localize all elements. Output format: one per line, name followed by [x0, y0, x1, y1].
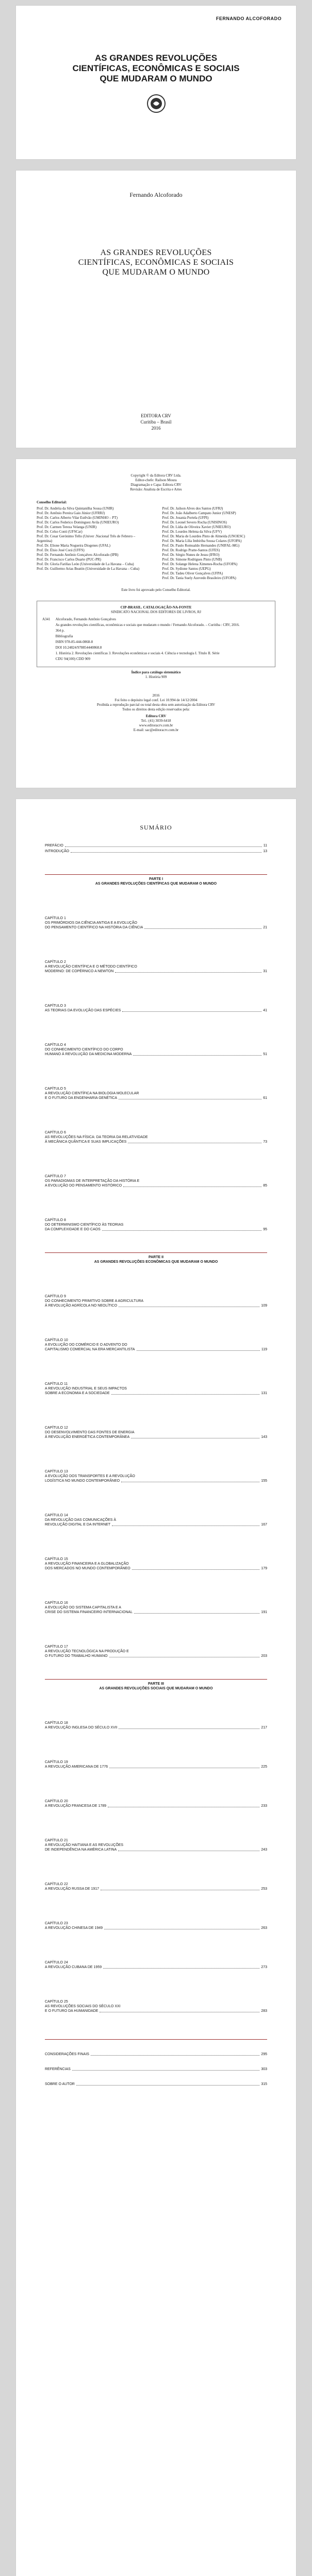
toc-chapter-title: A REVOLUÇÃO HAITIANA E AS REVOLUÇÕES — [45, 1843, 124, 1847]
toc-chapter-number: CAPÍTULO 22 — [45, 1883, 68, 1886]
toc-chapter-number: CAPÍTULO 6 — [45, 1131, 66, 1134]
toc-chapter-number: CAPÍTULO 18 — [45, 1721, 68, 1725]
editora-email[interactable]: E-mail: sac@editoracrv.com.br — [133, 728, 179, 732]
board-member: Prof. Dr. João Adalberto Campato Junior (UNESP) — [162, 511, 236, 515]
toc-entry-title: A REVOLUÇÃO CUBANA DE 1959 — [45, 1965, 102, 1969]
copyright-line: Copyright © da Editora CRV Ltda. — [130, 473, 182, 478]
toc-entry[interactable] — [45, 1725, 267, 1730]
board-member: Prof. Dr. Tadeu Oliver Gonçalves (UFPA) — [162, 571, 223, 575]
toc-entry[interactable] — [45, 1926, 267, 1930]
toc-page-number: 155 — [261, 1479, 267, 1483]
board-member: Prof. Dr. Sérgio Nunes de Jesus (IFRO) — [162, 553, 220, 557]
author-name: Fernando Alcoforado — [129, 191, 183, 198]
toc-entry[interactable] — [45, 849, 267, 854]
board-member: Prof. Dr. Carlos Alberto Vilar Estêvão (UMINHO – PT) — [37, 516, 118, 520]
toc-page-number: 233 — [261, 1804, 267, 1808]
board-member: Prof. Dr. Lourdes Helena da Silva (UFV) — [162, 530, 222, 534]
editorial-board-left — [37, 506, 150, 581]
toc-entry[interactable] — [45, 1008, 267, 1013]
book-title-line: AS GRANDES REVOLUÇÕES — [94, 53, 218, 63]
table-of-contents-page — [15, 799, 297, 2576]
toc-part-label: PARTE III — [148, 1682, 164, 1686]
toc-chapter-title: DA REVOLUÇÃO DAS COMUNICAÇÕES À — [45, 1518, 117, 1522]
toc-chapter-number: CAPÍTULO 9 — [45, 1295, 66, 1298]
toc-leader — [102, 1230, 261, 1231]
board-member: Prof. Dr. Cesar Gerónimo Tello (Univer .Nacional Três de Febrero – Argentina) — [37, 534, 136, 543]
toc-chapter[interactable] — [45, 1469, 267, 1483]
toc-page-number: 73 — [263, 1140, 267, 1144]
toc-page-number: 95 — [263, 1228, 267, 1231]
toc-chapter-number: CAPÍTULO 12 — [45, 1426, 68, 1430]
toc-page-number: 283 — [261, 2009, 267, 2013]
board-member: Prof. Dr. Andréia da Silva Quintanilha Sousa (UNIR) — [37, 506, 114, 511]
board-member: Prof. Dr. Gloria Fariñas León (Universidade de La Havana – Cuba) — [37, 562, 134, 566]
board-member: Prof. Dr. Carlos Federico Dominguez Avila (UNIEURO) — [37, 520, 119, 524]
toc-page-number: 225 — [261, 1765, 267, 1769]
toc-chapter-title: OS PARADIGMAS DE INTERPRETAÇÃO DA HISTÓRIA E — [45, 1179, 140, 1183]
toc-leader — [76, 2085, 259, 2086]
toc-entry-title: AS TEORIAS DA EVOLUÇÃO DAS ESPÉCIES — [45, 1009, 121, 1012]
toc-entry-title: LOGÍSTICA NO MUNDO CONTEMPORÂNEO — [45, 1479, 120, 1483]
toc-chapter[interactable] — [45, 1760, 267, 1769]
board-member: Prof. Dr. Celso Conti (UFSCar) — [37, 530, 83, 534]
toc-chapter[interactable] — [45, 1645, 267, 1658]
toc-page-number: 295 — [261, 2053, 267, 2056]
cip-line: As grandes revoluções científicas, econômicas e sociais que mudaram o mundo / Fernando Alcoforado. – Curitiba : CRV, 2016. — [55, 623, 240, 627]
toc-chapter-number: CAPÍTULO 17 — [45, 1645, 68, 1649]
toc-chapter-title: DO DETERMINISMO CIENTÍFICO ÀS TEORIAS — [45, 1223, 124, 1227]
toc-chapter-title: DO CONHECIMENTO CIENTÍFICO DO CORPO — [45, 1048, 123, 1052]
board-member: Prof. Dr. Élsio José Corá (UFFS) — [37, 548, 85, 552]
publisher-logo-icon — [146, 93, 167, 114]
board-member: Prof. Dr. Simone Rodrigues Pinto (UNB) — [162, 557, 222, 562]
toc-leader — [65, 846, 262, 847]
toc-page-number: 217 — [261, 1726, 267, 1730]
toc-leader — [134, 1613, 259, 1614]
board-member: Prof. Dr. Paulo Romualdo Hernandes (UNIFAL-MG) — [162, 544, 240, 548]
book-title — [16, 53, 296, 84]
toc-leader — [119, 1728, 259, 1729]
cip-title: CIP-BRASIL. CATALOGAÇÃO-NA-FONTE — [120, 605, 192, 609]
toc-page-number: 13 — [263, 850, 267, 853]
toc-entry[interactable] — [45, 1654, 267, 1658]
board-member: Prof. Dr. Jailson Alves dos Santos (UFRJ) — [162, 506, 223, 511]
toc-chapter-title: AS REVOLUÇÕES NA FÍSICA: DA TEORIA DA RELATIVIDADE — [45, 1136, 148, 1139]
toc-page-number: 119 — [261, 1348, 267, 1351]
rights-reserved: Todos os direitos desta edição reservados pela: — [122, 707, 190, 711]
publication-year: 2016 — [151, 426, 161, 431]
board-member: Prof. Dr. Fernando Antônio Gonçalves Alcoforado (IPB) — [37, 553, 119, 557]
toc-chapter-title: A EVOLUÇÃO DO COMÉRCIO E O ADVENTO DO — [45, 1343, 127, 1347]
toc-list — [45, 842, 267, 2088]
toc-part-heading — [45, 874, 267, 886]
toc-entry[interactable] — [45, 1765, 267, 1769]
toc-chapter[interactable] — [45, 960, 267, 974]
toc-entry[interactable] — [45, 1096, 267, 1100]
toc-chapter[interactable] — [45, 1960, 267, 1970]
cip-line: DOI 10.24824/978854440868.8 — [55, 646, 102, 650]
cip-entry — [56, 617, 270, 663]
cip-subtitle: SINDICATO NACIONAL DOS EDITORES DE LIVROS, RJ — [110, 610, 202, 614]
index-title: Índice para catálogo sistemático — [131, 670, 181, 674]
toc-entry-title: A REVOLUÇÃO INGLESA DO SÉCULO XVII — [45, 1726, 118, 1730]
cip-line: 364 p. — [55, 629, 65, 633]
book-title-line: QUE MUDARAM O MUNDO — [102, 268, 210, 277]
toc-chapter-number: CAPÍTULO 23 — [45, 1922, 68, 1925]
board-member: Prof. Dr. Sydione Santos (UEPG) — [162, 567, 211, 571]
toc-page-number: 167 — [261, 1523, 267, 1527]
approval-note: Este livro foi aprovado pelo Conselho Editorial. — [121, 588, 191, 592]
toc-entry-title: INTRODUÇÃO — [45, 850, 70, 853]
toc-chapter[interactable] — [45, 1921, 267, 1930]
toc-entry[interactable] — [45, 1391, 267, 1396]
toc-part-heading — [45, 1679, 267, 1691]
cip-code: A341 — [42, 617, 51, 621]
board-member: Prof. Dr. Elione Maria Nogueira Diogenes (UFAL) — [37, 544, 110, 548]
editora-name: Editora CRV — [145, 714, 167, 718]
toc-entry[interactable] — [45, 2067, 267, 2072]
rights-year: 2016 — [152, 693, 160, 698]
toc-leader — [122, 1011, 261, 1012]
publisher-name: EDITORA CRV — [141, 413, 171, 418]
toc-entry-title: A EVOLUÇÃO DO PENSAMENTO HISTÓRICO — [45, 1184, 122, 1188]
book-title-line: AS GRANDES REVOLUÇÕES — [100, 248, 212, 257]
toc-leader — [132, 1569, 260, 1570]
toc-entry[interactable] — [45, 1435, 267, 1439]
toc-chapter-number: CAPÍTULO 14 — [45, 1514, 68, 1517]
board-member: Prof. Dr. Solange Helena Ximenes-Rocha (UFOPA) — [162, 562, 238, 566]
toc-title: SUMÁRIO — [140, 824, 172, 831]
toc-chapter-title: DO DESENVOLVIMENTO DAS FONTES DE ENERGIA — [45, 1431, 135, 1434]
toc-chapter-title: A EVOLUÇÃO DO SISTEMA CAPITALISTA E A — [45, 1606, 121, 1609]
toc-entry[interactable] — [45, 2082, 267, 2087]
toc-entry-title: À REVOLUÇÃO ENERGÉTICA CONTEMPORÂNEA — [45, 1435, 130, 1439]
toc-leader — [71, 852, 261, 853]
toc-chapter-number: CAPÍTULO 4 — [45, 1043, 66, 1047]
toc-entry[interactable] — [45, 2009, 267, 2013]
toc-chapter-number: CAPÍTULO 2 — [45, 960, 66, 964]
toc-entry-title: O FUTURO DO TRABALHO HUMANO — [45, 1654, 108, 1658]
toc-chapter[interactable] — [45, 1218, 267, 1232]
toc-page-number: 179 — [261, 1567, 267, 1570]
editorial-board-right — [162, 506, 276, 581]
toc-chapter[interactable] — [45, 1338, 267, 1352]
toc-chapter[interactable] — [45, 1799, 267, 1808]
toc-page-number: 203 — [261, 1654, 267, 1658]
toc-part-title: AS GRANDES REVOLUÇÕES SOCIAIS QUE MUDARAM O MUNDO — [99, 1687, 213, 1690]
toc-chapter-title: A REVOLUÇÃO CIENTÍFICA E O MÉTODO CIENTÍFICO — [45, 965, 137, 969]
toc-entry-title: E O FUTURO DA HUMANIDADE — [45, 2009, 98, 2013]
toc-entry-title: REVOLUÇÃO DIGITAL E DA INTERNET — [45, 1523, 111, 1527]
toc-entry[interactable] — [45, 1140, 267, 1144]
toc-chapter-title: OS PRIMÓRDIOS DA CIÊNCIA ANTIGA E A EVOLUÇÃO — [45, 921, 137, 925]
board-member: Prof. Dr. Tania Suely Azevedo Brasileiro (UFOPA) — [162, 576, 236, 580]
toc-entry[interactable] — [45, 1347, 267, 1352]
toc-page-number: 273 — [261, 1965, 267, 1969]
board-member: Prof. Dr. Lídia de Oliveira Xavier (UNIEURO) — [162, 525, 231, 529]
toc-entry-title: A REVOLUÇÃO RUSSA DE 1917 — [45, 1887, 100, 1891]
toc-separator — [45, 2039, 267, 2042]
toc-leader — [137, 1350, 260, 1351]
board-member: Prof. Dr. Josania Portela (UFPI) — [162, 516, 209, 520]
toc-chapter-number: CAPÍTULO 11 — [45, 1382, 68, 1386]
toc-page-number: 243 — [261, 1848, 267, 1852]
board-member: Prof. Dr. Guillermo Arias Beatón (Universidade de La Havana – Cuba) — [37, 567, 140, 571]
book-title-line: QUE MUDARAM O MUNDO — [100, 74, 212, 83]
toc-chapter-number: CAPÍTULO 20 — [45, 1800, 68, 1803]
toc-entry[interactable] — [45, 2052, 267, 2057]
toc-leader — [144, 928, 261, 929]
toc-entry[interactable] — [45, 1522, 267, 1527]
toc-entry[interactable] — [45, 969, 267, 974]
toc-chapter-number: CAPÍTULO 3 — [45, 1004, 66, 1008]
board-member: Prof. Dr. Maria de Lourdes Pinto de Almeida (UNOESC) — [162, 534, 245, 538]
toc-chapter[interactable] — [45, 1601, 267, 1615]
board-member: Prof. Dr. Leonel Severo Rocha (UNISINOS) — [162, 520, 227, 524]
toc-page-number: 21 — [263, 926, 267, 929]
cip-line: ISBN 978-85-444-0868-8 — [55, 640, 93, 644]
book-title — [16, 248, 296, 277]
toc-chapter-title: DO CONHECIMENTO PRIMITIVO SOBRE A AGRICULTURA — [45, 1299, 144, 1303]
toc-chapter-number: CAPÍTULO 24 — [45, 1961, 68, 1964]
toc-entry-title: DE INDEPENDÊNCIA NA AMÉRICA LATINA — [45, 1848, 117, 1852]
toc-chapter-title: A REVOLUÇÃO TECNOLÓGICA NA PRODUÇÃO E — [45, 1650, 129, 1653]
toc-chapter-number: CAPÍTULO 16 — [45, 1601, 68, 1605]
board-member: Prof. Dr. Carmen Tereza Velanga (UNIR) — [37, 525, 97, 529]
author-name: FERNANDO ALCOFORADO — [216, 16, 282, 21]
toc-chapter-number: CAPÍTULO 25 — [45, 2000, 68, 2004]
toc-entry-title: PREFÁCIO — [45, 844, 63, 848]
editorial-board-title: Conselho Editorial: — [37, 500, 67, 504]
editorial-credits — [37, 473, 275, 492]
toc-chapter-title: A REVOLUÇÃO CIENTÍFICA NA BIOLOGIA MOLECULAR — [45, 1092, 139, 1095]
board-member: Prof. Dr. Francisco Carlos Duarte (PUC-PR) — [37, 557, 102, 562]
toc-entry[interactable] — [45, 1479, 267, 1483]
cip-catalog-card — [37, 601, 275, 667]
title-page — [15, 5, 297, 160]
toc-chapter[interactable] — [45, 1087, 267, 1100]
toc-entry-title: HUMANO À REVOLUÇÃO DA MEDICINA MODERNA — [45, 1053, 132, 1056]
toc-entry[interactable] — [45, 1052, 267, 1057]
toc-entry-title: A REVOLUÇÃO AMERICANA DE 1776 — [45, 1765, 108, 1769]
toc-chapter[interactable] — [45, 1382, 267, 1396]
book-title-line: CIENTÍFICAS, ECONÔMICAS E SOCIAIS — [78, 258, 234, 267]
board-member: Prof. Dr. Rodrigo Pratte-Santos (UFES) — [162, 548, 220, 552]
cip-line: Alcoforado, Fernando Antônio Gonçalves — [55, 617, 116, 621]
rights-deposit: Foi feito o depósito legal conf. Lei 10.994 de 14/12/2004 — [114, 698, 198, 702]
toc-part-label: PARTE II — [148, 1256, 164, 1259]
toc-chapter[interactable] — [45, 1174, 267, 1188]
toc-entry[interactable] — [45, 1848, 267, 1852]
toc-entry-title: DO PENSAMENTO CIENTÍFICO NA HISTÓRIA DA CIÊNCIA — [45, 926, 143, 929]
toc-leader — [111, 1394, 260, 1395]
editora-website[interactable]: www.editoracrv.com.br — [139, 723, 173, 727]
toc-chapter[interactable] — [45, 1513, 267, 1527]
toc-entry-title: DA COMPLEXIDADE E DO CAOS — [45, 1228, 101, 1231]
review-line: Revisão: Analista de Escrita e Artes — [130, 487, 182, 492]
toc-chapter-number: CAPÍTULO 13 — [45, 1470, 68, 1473]
toc-entry[interactable] — [45, 1227, 267, 1232]
toc-chapter[interactable] — [45, 916, 267, 930]
toc-chapter[interactable] — [45, 1557, 267, 1571]
toc-page-number: 315 — [261, 2082, 267, 2086]
toc-entry[interactable] — [45, 1183, 267, 1188]
toc-page-number: 263 — [261, 1926, 267, 1930]
toc-chapter-title: A REVOLUÇÃO INDUSTRIAL E SEUS IMPACTOS — [45, 1387, 127, 1391]
toc-chapter-number: CAPÍTULO 15 — [45, 1557, 68, 1561]
toc-entry[interactable] — [45, 1965, 267, 1970]
toc-entry[interactable] — [45, 843, 267, 848]
editorial-board — [37, 500, 275, 581]
publisher-imprint — [16, 413, 296, 431]
toc-entry-title: À REVOLUÇÃO AGRÍCOLA NO NEOLÍTICO — [45, 1304, 118, 1308]
systematic-index — [37, 670, 275, 680]
toc-page-number: 85 — [263, 1184, 267, 1188]
toc-leader — [133, 1055, 261, 1056]
toc-part-label: PARTE I — [149, 877, 163, 881]
toc-entry-title: SOBRE O AUTOR — [45, 2082, 75, 2086]
toc-entry[interactable] — [45, 1566, 267, 1571]
cip-line: CDU 94(100) CDD 909 — [55, 657, 91, 661]
index-line: 1. História 909 — [145, 675, 167, 679]
toc-chapter-number: CAPÍTULO 19 — [45, 1760, 68, 1764]
layout-line: Diagramação e Capa: Editora CRV — [130, 483, 182, 487]
toc-chapter[interactable] — [45, 1130, 267, 1144]
toc-part-title: AS GRANDES REVOLUÇÕES ECONÔMICAS QUE MUDARAM O MUNDO — [94, 1260, 218, 1264]
cip-line: 1. História 2. Revoluções científicas 3. Revoluções econômicas e sociais 4. Ciência e tecnologia I. Título II. Série — [55, 651, 220, 655]
editora-phone: Tel.: (41) 3039-6418 — [141, 719, 171, 723]
credits-page — [15, 459, 297, 788]
toc-entry-title: À MECÂNICA QUÂNTICA E SUAS IMPLICAÇÕES — [45, 1140, 127, 1144]
toc-entry[interactable] — [45, 1303, 267, 1308]
toc-chapter-number: CAPÍTULO 1 — [45, 917, 66, 920]
toc-entry-title: CONSIDERAÇÕES FINAIS — [45, 2053, 89, 2056]
toc-page-number: 41 — [263, 1009, 267, 1012]
toc-chapter-number: CAPÍTULO 5 — [45, 1087, 66, 1091]
cip-line: Bibliografia — [55, 634, 73, 638]
toc-page-number: 143 — [261, 1435, 267, 1439]
toc-entry-title: REFERÊNCIAS — [45, 2067, 71, 2071]
toc-leader — [103, 1968, 259, 1969]
toc-chapter-number: CAPÍTULO 7 — [45, 1175, 66, 1178]
rights-block — [37, 693, 275, 733]
toc-page-number: 303 — [261, 2067, 267, 2071]
toc-entry-title: MODERNO: DE COPÉRNICO A NEWTON — [45, 970, 114, 973]
toc-chapter-title: AS REVOLUÇÕES SOCIAIS DO SÉCULO XXI — [45, 2005, 121, 2008]
toc-entry[interactable] — [45, 1804, 267, 1808]
toc-page-number: 31 — [263, 970, 267, 973]
toc-entry-title: CRISE DO SISTEMA FINANCEIRO INTERNACIONAL — [45, 1611, 133, 1614]
toc-leader — [72, 2070, 260, 2071]
toc-leader — [91, 2055, 259, 2056]
toc-part-heading — [45, 1252, 267, 1264]
toc-chapter-title: A EVOLUÇÃO DOS TRANSPORTES E A REVOLUÇÃO — [45, 1475, 135, 1478]
toc-entry-title: A REVOLUÇÃO FRANCESA DE 1789 — [45, 1804, 107, 1808]
toc-page-number: 131 — [261, 1392, 267, 1395]
publisher-city: Curitiba – Brasil — [140, 419, 172, 425]
rights-reproduction: Proibida a reprodução parcial ou total desta obra sem autorização da Editora CRV — [96, 703, 216, 707]
toc-chapter[interactable] — [45, 1882, 267, 1891]
toc-chapter[interactable] — [45, 1004, 267, 1013]
toc-chapter[interactable] — [45, 1426, 267, 1439]
toc-chapter-number: CAPÍTULO 21 — [45, 1839, 68, 1842]
board-member: Prof. Dr. Antônio Pereira Gaio Júnior (UFRRJ) — [37, 511, 105, 515]
book-title-line: CIENTÍFICAS, ECONÔMICAS E SOCIAIS — [72, 63, 240, 73]
toc-entry-title: A REVOLUÇÃO CHINESA DE 1949 — [45, 1926, 103, 1930]
toc-entry-title: E O FUTURO DA ENGENHARIA GENÉTICA — [45, 1096, 118, 1100]
toc-page-number: 109 — [261, 1304, 267, 1308]
toc-page-number: 51 — [263, 1053, 267, 1056]
half-title-page — [15, 170, 297, 448]
toc-chapter-number: CAPÍTULO 8 — [45, 1218, 66, 1222]
toc-page-number: 253 — [261, 1887, 267, 1891]
toc-chapter[interactable] — [45, 1838, 267, 1852]
editor-line: Editor-chefe: Railson Moura — [135, 478, 177, 482]
toc-chapter-title: A REVOLUÇÃO FINANCEIRA E A GLOBALIZAÇÃO — [45, 1562, 129, 1566]
toc-entry[interactable] — [45, 925, 267, 930]
toc-entry[interactable] — [45, 1887, 267, 1891]
board-member: Prof. Dr. Maria Lília Imbiriba Sousa Colares (UFOPA) — [162, 539, 242, 543]
toc-page-number: 11 — [263, 844, 267, 848]
toc-chapter[interactable] — [45, 1043, 267, 1057]
toc-chapter[interactable] — [45, 1294, 267, 1308]
toc-chapter[interactable] — [45, 1999, 267, 2013]
toc-leader — [115, 972, 261, 973]
toc-part-title: AS GRANDES REVOLUÇÕES CIENTÍFICAS QUE MUDARAM O MUNDO — [95, 882, 217, 886]
toc-entry-title: CAPITALISMO COMERCIAL NA ERA MERCANTILISTA — [45, 1348, 135, 1351]
toc-chapter-number: CAPÍTULO 10 — [45, 1338, 68, 1342]
toc-entry-title: SOBRE A ECONOMIA E A SOCIEDADE — [45, 1392, 110, 1395]
toc-entry[interactable] — [45, 1610, 267, 1615]
toc-entry-title: DOS MERCADOS NO MUNDO CONTEMPORÂNEO — [45, 1567, 130, 1570]
toc-page-number: 191 — [261, 1611, 267, 1614]
toc-chapter[interactable] — [45, 1721, 267, 1730]
toc-page-number: 61 — [263, 1096, 267, 1100]
